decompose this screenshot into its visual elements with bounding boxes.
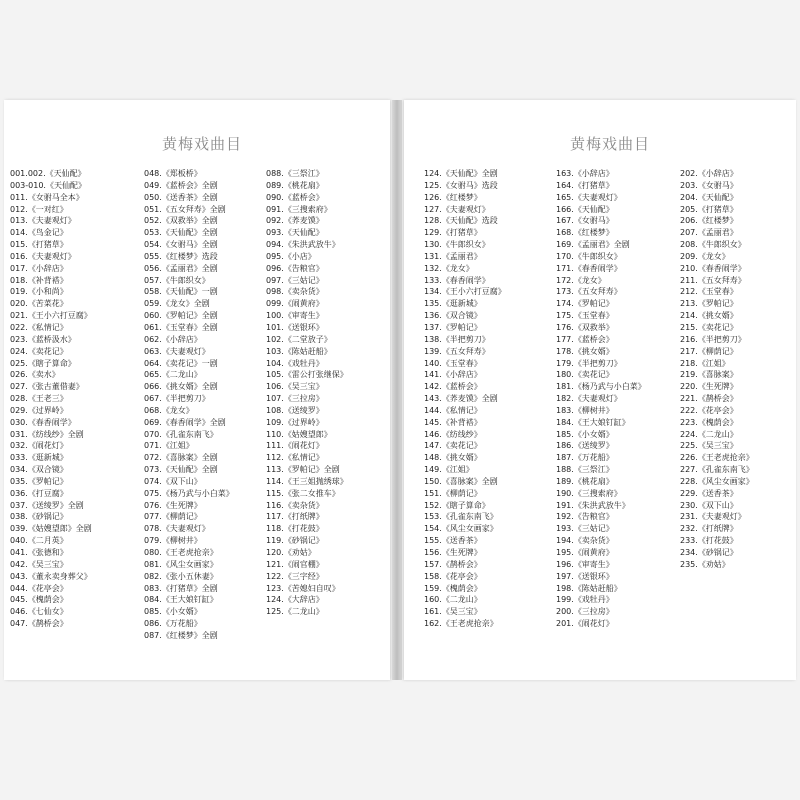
list-item: 121.《闹官棚》: [266, 559, 324, 569]
list-item: 216.《半把剪刀》: [680, 334, 746, 344]
list-item: 191.《朱洪武放牛》: [556, 500, 630, 510]
list-item: 117.《打纸牌》: [266, 512, 324, 522]
list-item: 135.《逛新城》: [424, 299, 482, 309]
list-item: 035.《罗帕记》: [10, 476, 68, 486]
list-item: 160.《二龙山》: [424, 595, 482, 605]
list-item: 061.《玉堂春》全剧: [144, 322, 218, 332]
list-item: 128.《天仙配》选段: [424, 216, 498, 226]
list-item: 145.《补背褡》: [424, 417, 482, 427]
list-item: 075.《杨乃武与小白菜》: [144, 488, 234, 498]
list-item: 077.《柳荫记》: [144, 512, 202, 522]
list-item: 028.《王老三》: [10, 394, 68, 404]
list-item: 185.《小女婿》: [556, 429, 614, 439]
list-item: 173.《五女拜寿》: [556, 287, 622, 297]
list-item: 078.《夫妻观灯》: [144, 524, 210, 534]
list-item: 224.《二龙山》: [680, 429, 738, 439]
list-item: 174.《罗帕记》: [556, 299, 614, 309]
list-item: 108.《送绫罗》: [266, 405, 324, 415]
list-item: 118.《打花鼓》: [266, 524, 324, 534]
list-item: 101.《送银环》: [266, 322, 324, 332]
list-item: 021.《王小六打豆腐》: [10, 311, 92, 321]
list-item: 152.《瞎子算命》: [424, 500, 490, 510]
list-item: 083.《打猪草》全剧: [144, 583, 218, 593]
list-item: 212.《玉堂春》: [680, 287, 738, 297]
list-item: 197.《送银环》: [556, 571, 614, 581]
list-item: 090.《蓝桥会》: [266, 192, 324, 202]
list-item: 226.《王老虎抢亲》: [680, 453, 754, 463]
list-item: 154.《风尘女画家》: [424, 524, 498, 534]
list-item: 125.《女驸马》选段: [424, 180, 498, 190]
list-item: 029.《过界岭》: [10, 405, 68, 415]
list-item: 198.《陈姑赶船》: [556, 583, 622, 593]
list-item: 162.《王老虎抢亲》: [424, 619, 498, 629]
list-item: 184.《王大娘钉缸》: [556, 417, 630, 427]
list-item: 031.《纺线纱》全剧: [10, 429, 84, 439]
list-item: 099.《闹黄府》: [266, 299, 324, 309]
list-item: 172.《龙女》: [556, 275, 606, 285]
list-item: 042.《吴三宝》: [10, 559, 68, 569]
list-item: 214.《挑女婿》: [680, 311, 738, 321]
list-item: 122.《三字经》: [266, 571, 324, 581]
list-item: 110.《姑嫂望郎》: [266, 429, 332, 439]
right-column-3: [680, 168, 792, 571]
list-item: 022.《私情记》: [10, 322, 68, 332]
list-item: 107.《三拉房》: [266, 394, 324, 404]
page-gutter: [392, 100, 402, 680]
list-item: 126.《红楼梦》: [424, 192, 482, 202]
list-item: 127.《夫妻观灯》: [424, 204, 490, 214]
list-item: 092.《荞麦馍》: [266, 216, 324, 226]
list-item: 228.《风尘女画家》: [680, 476, 754, 486]
right-column-1: [424, 168, 554, 630]
list-item: 026.《卖水》: [10, 370, 60, 380]
list-item: 069.《春香闹学》全剧: [144, 417, 226, 427]
list-item: 119.《砂锅记》: [266, 536, 324, 546]
list-item: 138.《半把剪刀》: [424, 334, 490, 344]
list-item: 192.《告粮官》: [556, 512, 614, 522]
list-item: 043.《董永卖身葬父》: [10, 571, 92, 581]
list-item: 054.《女驸马》全剧: [144, 240, 218, 250]
list-item: 091.《三搜索府》: [266, 204, 332, 214]
list-item: 098.《卖杂货》: [266, 287, 324, 297]
list-item: 189.《桃花扇》: [556, 476, 614, 486]
list-item: 188.《三祭江》: [556, 465, 614, 475]
list-item: 133.《春香闹学》: [424, 275, 490, 285]
list-item: 056.《孟丽君》全剧: [144, 263, 218, 273]
list-item: 170.《牛郎织女》: [556, 251, 622, 261]
list-item: 096.《告粮官》: [266, 263, 324, 273]
list-item: 178.《挑女婿》: [556, 346, 614, 356]
list-item: 187.《万花船》: [556, 453, 614, 463]
list-item: 076.《生死牌》: [144, 500, 202, 510]
list-item: 223.《槐荫会》: [680, 417, 738, 427]
list-item: 093.《天仙配》: [266, 228, 324, 238]
list-item: 062.《小辞店》: [144, 334, 202, 344]
list-item: 176.《双救举》: [556, 322, 614, 332]
list-item: 125.《二龙山》: [266, 607, 324, 617]
list-item: 033.《逛新城》: [10, 453, 68, 463]
list-item: 080.《王老虎抢亲》: [144, 548, 218, 557]
list-item: 150.《喜脉案》全剧: [424, 476, 498, 486]
list-item: 209.《龙女》: [680, 251, 730, 261]
list-item: 103.《陈姑赶船》: [266, 346, 332, 356]
list-item: 084.《王大娘钉缸》: [144, 595, 218, 605]
list-item: 088.《三祭江》: [266, 169, 324, 178]
list-item: 038.《砂锅记》: [10, 512, 68, 522]
list-item: 082.《张小五休妻》: [144, 571, 218, 581]
list-item: 023.《蓝桥汲水》: [10, 334, 76, 344]
list-item: 147.《卖花记》: [424, 441, 482, 451]
list-item: 102.《二堂放子》: [266, 334, 332, 344]
list-item: 129.《打猪草》: [424, 228, 482, 238]
list-item: 166.《天仙配》: [556, 204, 614, 214]
list-item: 217.《柳荫记》: [680, 346, 738, 356]
list-item: 065.《二龙山》: [144, 370, 202, 380]
list-item: 030.《春香闹学》: [10, 417, 76, 427]
list-item: 100.《审寄生》: [266, 311, 324, 321]
list-item: 180.《卖花记》: [556, 370, 614, 380]
list-item: 205.《打猪草》: [680, 204, 738, 214]
list-item: 124.《天仙配》全剧: [424, 169, 498, 178]
list-item: 210.《春香闹学》: [680, 263, 746, 273]
list-item: 225.《吴三宝》: [680, 441, 738, 451]
list-item: 161.《吴三宝》: [424, 607, 482, 617]
list-item: 048.《郑板桥》: [144, 169, 202, 178]
list-item: 139.《五女拜寿》: [424, 346, 490, 356]
list-item: 113.《罗帕记》全剧: [266, 465, 340, 475]
right-page: [404, 100, 796, 680]
list-item: 025.《瞎子算命》: [10, 358, 76, 368]
list-item: 115.《张二女推车》: [266, 488, 340, 498]
right-page-title: 黄梅戏曲目: [570, 135, 651, 153]
list-item: 231.《夫妻观灯》: [680, 512, 746, 522]
list-item: 045.《槐荫会》: [10, 595, 68, 605]
list-item: 044.《花亭会》: [10, 583, 68, 593]
list-item: 164.《打猪草》: [556, 180, 614, 190]
list-item: 055.《红楼梦》选段: [144, 251, 218, 261]
list-item: 066.《挑女婿》全剧: [144, 382, 218, 392]
left-column-3: [266, 168, 386, 618]
list-item: 156.《生死牌》: [424, 548, 482, 557]
list-item: 114.《王三姐抛绣球》: [266, 476, 348, 486]
list-item: 222.《花亭会》: [680, 405, 738, 415]
list-item: 193.《三姑记》: [556, 524, 614, 534]
list-item: 041.《张德和》: [10, 548, 68, 557]
list-item: 199.《戏牡丹》: [556, 595, 614, 605]
list-item: 148.《挑女婿》: [424, 453, 482, 463]
left-page-title: 黄梅戏曲目: [162, 135, 243, 153]
list-item: 211.《五女拜寿》: [680, 275, 746, 285]
list-item: 111.《闹花灯》: [266, 441, 324, 451]
list-item: 163.《小辞店》: [556, 169, 614, 178]
left-page: [4, 100, 390, 680]
list-item: 168.《红楼梦》: [556, 228, 614, 238]
list-item: 037.《送绫罗》全剧: [10, 500, 84, 510]
list-item: 095.《小店》: [266, 251, 316, 261]
list-item: 059.《龙女》全剧: [144, 299, 210, 309]
list-item: 019.《小和尚》: [10, 287, 68, 297]
list-item: 235.《劝姑》: [680, 559, 730, 569]
list-item: 112.《私情记》: [266, 453, 324, 463]
list-item: 206.《红楼梦》: [680, 216, 738, 226]
list-item: 158.《花亭会》: [424, 571, 482, 581]
list-item: 070.《孔雀东南飞》: [144, 429, 218, 439]
list-item: 230.《双下山》: [680, 500, 738, 510]
list-item: 137.《罗帕记》: [424, 322, 482, 332]
list-item: 157.《鹊桥会》: [424, 559, 482, 569]
list-item: 105.《雷公打张继保》: [266, 370, 348, 380]
list-item: 039.《姑嫂望郎》全剧: [10, 524, 92, 534]
list-item: 196.《审寄生》: [556, 559, 614, 569]
list-item: 040.《二月英》: [10, 536, 68, 546]
list-item: 143.《荞麦馍》全剧: [424, 394, 498, 404]
list-item: 060.《罗帕记》全剧: [144, 311, 218, 321]
list-item: 227.《孔雀东南飞》: [680, 465, 754, 475]
list-item: 167.《女驸马》: [556, 216, 614, 226]
list-item: 141.《小辞店》: [424, 370, 482, 380]
list-item: 204.《天仙配》: [680, 192, 738, 202]
list-item: 074.《双下山》: [144, 476, 202, 486]
list-item: 132.《龙女》: [424, 263, 474, 273]
list-item: 233.《打花鼓》: [680, 536, 738, 546]
list-item: 017.《小辞店》: [10, 263, 68, 273]
list-item: 089.《桃花扇》: [266, 180, 324, 190]
list-item: 123.《苦媳妇自叹》: [266, 583, 340, 593]
list-item: 221.《鹊桥会》: [680, 394, 738, 404]
list-item: 183.《柳树井》: [556, 405, 614, 415]
list-item: 136.《双合镜》: [424, 311, 482, 321]
list-item: 149.《江姐》: [424, 465, 474, 475]
list-item: 052.《双救举》全剧: [144, 216, 218, 226]
list-item: 015.《打猪草》: [10, 240, 68, 250]
list-item: 018.《补背褡》: [10, 275, 68, 285]
list-item: 208.《牛郎织女》: [680, 240, 746, 250]
list-item: 094.《朱洪武放牛》: [266, 240, 340, 250]
list-item: 001.002.《天仙配》: [10, 169, 86, 178]
list-item: 194.《卖杂货》: [556, 536, 614, 546]
list-item: 073.《天仙配》全剧: [144, 465, 218, 475]
list-item: 165.《夫妻观灯》: [556, 192, 622, 202]
list-item: 169.《孟丽君》全剧: [556, 240, 630, 250]
list-item: 218.《江姐》: [680, 358, 730, 368]
list-item: 106.《吴三宝》: [266, 382, 324, 392]
list-item: 203.《女驸马》: [680, 180, 738, 190]
list-item: 215.《卖花记》: [680, 322, 738, 332]
list-item: 079.《柳树井》: [144, 536, 202, 546]
right-column-2: [556, 168, 678, 630]
list-item: 087.《红楼梦》全剧: [144, 630, 218, 640]
list-item: 213.《罗帕记》: [680, 299, 738, 309]
list-item: 051.《五女拜寿》全剧: [144, 204, 226, 214]
list-item: 014.《鸟金记》: [10, 228, 68, 238]
list-item: 011.《女驸马全本》: [10, 192, 84, 202]
list-item: 063.《夫妻观灯》: [144, 346, 210, 356]
list-item: 057.《牛郎织女》: [144, 275, 210, 285]
list-item: 067.《半把剪刀》: [144, 394, 210, 404]
list-item: 064.《卖花记》一剧: [144, 358, 218, 368]
list-item: 032.《闹花灯》: [10, 441, 68, 451]
list-item: 024.《卖花记》: [10, 346, 68, 356]
list-item: 195.《闹黄府》: [556, 548, 614, 557]
list-item: 151.《柳荫记》: [424, 488, 482, 498]
list-item: 013.《夫妻观灯》: [10, 216, 76, 226]
list-item: 234.《砂锅记》: [680, 548, 738, 557]
list-item: 020.《苦菜花》: [10, 299, 68, 309]
list-item: 116.《卖杂货》: [266, 500, 324, 510]
list-item: 182.《夫妻观灯》: [556, 394, 622, 404]
list-item: 190.《三搜索府》: [556, 488, 622, 498]
list-item: 153.《孔雀东南飞》: [424, 512, 498, 522]
list-item: 201.《闹花灯》: [556, 619, 614, 629]
list-item: 131.《孟丽君》: [424, 251, 482, 261]
list-item: 085.《小女婿》: [144, 607, 202, 617]
list-item: 120.《劝姑》: [266, 548, 316, 557]
list-item: 049.《蓝桥会》全剧: [144, 180, 218, 190]
list-item: 171.《春香闹学》: [556, 263, 622, 273]
list-item: 186.《送绫罗》: [556, 441, 614, 451]
list-item: 155.《送香茶》: [424, 536, 482, 546]
list-item: 050.《送香茶》全剧: [144, 192, 218, 202]
list-item: 058.《天仙配》一剧: [144, 287, 218, 297]
left-column-1: [10, 168, 138, 630]
list-item: 036.《打豆腐》: [10, 488, 68, 498]
list-item: 146.《纺线纱》: [424, 429, 482, 439]
list-item: 200.《三拉房》: [556, 607, 614, 617]
list-item: 012.《一对红》: [10, 204, 68, 214]
list-item: 086.《万花船》: [144, 619, 202, 629]
list-item: 159.《槐荫会》: [424, 583, 482, 593]
list-item: 144.《私情记》: [424, 405, 482, 415]
list-item: 181.《杨乃武与小白菜》: [556, 382, 646, 392]
list-item: 142.《蓝桥会》: [424, 382, 482, 392]
list-item: 104.《戏牡丹》: [266, 358, 324, 368]
list-item: 047.《鹊桥会》: [10, 619, 68, 629]
list-item: 071.《江姐》: [144, 441, 194, 451]
list-item: 097.《三姑记》: [266, 275, 324, 285]
list-item: 220.《生死牌》: [680, 382, 738, 392]
list-item: 219.《喜脉案》: [680, 370, 738, 380]
list-item: 134.《王小六打豆腐》: [424, 287, 506, 297]
list-item: 081.《风尘女画家》: [144, 559, 218, 569]
list-item: 175.《玉堂春》: [556, 311, 614, 321]
list-item: 124.《大辞店》: [266, 595, 324, 605]
list-item: 130.《牛郎织女》: [424, 240, 490, 250]
list-item: 053.《天仙配》全剧: [144, 228, 218, 238]
list-item: 179.《半把剪刀》: [556, 358, 622, 368]
list-item: 202.《小辞店》: [680, 169, 738, 178]
list-item: 232.《打纸牌》: [680, 524, 738, 534]
list-item: 016.《夫妻观灯》: [10, 251, 76, 261]
list-item: 003-010.《天仙配》: [10, 180, 86, 190]
list-item: 177.《蓝桥会》: [556, 334, 614, 344]
list-item: 109.《过界岭》: [266, 417, 324, 427]
list-item: 034.《双合镜》: [10, 465, 68, 475]
list-item: 140.《玉堂春》: [424, 358, 482, 368]
list-item: 046.《七仙女》: [10, 607, 68, 617]
list-item: 072.《喜脉案》全剧: [144, 453, 218, 463]
list-item: 207.《孟丽君》: [680, 228, 738, 238]
left-column-2: [144, 168, 266, 642]
list-item: 068.《龙女》: [144, 405, 194, 415]
list-item: 027.《张古董借妻》: [10, 382, 84, 392]
list-item: 229.《送香茶》: [680, 488, 738, 498]
